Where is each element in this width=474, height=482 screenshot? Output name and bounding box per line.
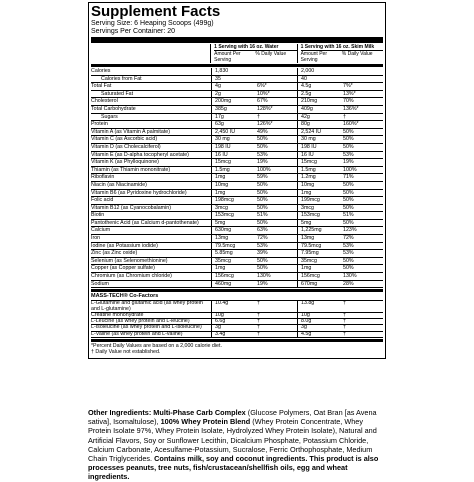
water-daily-value: †: [257, 331, 260, 337]
nutrient-name: Riboflavin: [91, 174, 115, 181]
milk-daily-value: 50%: [343, 128, 354, 135]
milk-amount: 16 IU: [297, 152, 340, 159]
milk-daily-value: 53%: [343, 250, 354, 257]
milk-daily-value: †: [343, 301, 346, 307]
milk-daily-value: 19%: [343, 159, 354, 166]
water-daily-value: †: [257, 319, 260, 325]
milk-amount: 7.95mg: [297, 250, 340, 257]
milk-daily-value: 50%: [343, 181, 354, 188]
water-daily-value: [254, 76, 297, 83]
nutrient-name: Copper (as Copper sulfate): [91, 265, 155, 272]
water-daily-value: 50%: [257, 181, 268, 188]
milk-daily-value: 50%: [343, 257, 354, 264]
nutrient-name: Niacin (as Niacinamide): [91, 181, 147, 188]
nutrient-name: Total Carbohydrate: [91, 105, 136, 112]
milk-daily-value: 50%: [343, 143, 354, 150]
table-row: [91, 76, 383, 84]
water-daily-value: 63%: [257, 227, 268, 234]
nutrient-name: Folic acid: [91, 197, 114, 204]
masstech-table: [91, 301, 383, 338]
water-amount: 2g: [211, 91, 254, 98]
milk-amount: 4.5g: [297, 332, 340, 337]
water-daily-value: 50%: [257, 197, 268, 204]
nutrient-name: Vitamin A (as Vitamin A palmitate): [91, 128, 171, 135]
water-daily-value: 6%*: [257, 83, 267, 90]
table-row: [91, 83, 383, 91]
water-daily-value: 19%: [257, 280, 268, 287]
water-daily-value: 130%: [257, 273, 271, 280]
nutrient-table: [91, 68, 383, 288]
table-row: [91, 265, 383, 273]
table-row: [91, 167, 383, 175]
water-daily-value: 53%: [257, 242, 268, 249]
water-amount: 1.5mg: [211, 167, 254, 174]
thick-divider: [91, 37, 383, 43]
water-daily-value: 50%: [257, 189, 268, 196]
milk-daily-value: 136%*: [343, 105, 359, 112]
ingredients-blend2-text: (Whey Protein Concentrate, Whey Protein Isolate 97%, Whey Protein Isolate, Hydrolyzed Whey Protein Isolate), Natural and Artificial Flavors, Soy or Sunflower Lecithin, Dicalcium Phosphate, Potassium Chloride, Calcium Carbonate, Acesulfame-Potassium, Sucralose, Ferric Orthophosphate, Medium Chain Triglycerides.: [88, 417, 377, 464]
milk-daily-value: 50%: [343, 265, 354, 272]
table-row: [91, 129, 383, 137]
water-amount: 13mg: [211, 235, 254, 242]
milk-daily-value: 50%: [343, 219, 354, 226]
water-amount: 6.6g: [211, 319, 254, 324]
milk-daily-value: 50%: [343, 197, 354, 204]
water-amount: 1mg: [211, 265, 254, 272]
table-row: [91, 281, 383, 289]
water-daily-value: 19%: [257, 159, 268, 166]
water-amount: 35mcg: [211, 258, 254, 265]
water-daily-value: 10%*: [257, 90, 270, 97]
water-daily-value: †: [257, 325, 260, 331]
milk-amount: 409g: [297, 106, 340, 113]
serving-size: Serving Size: 6 Heaping Scoops (499g): [91, 20, 214, 27]
water-daily-value: 51%: [257, 212, 268, 219]
table-row: [91, 332, 383, 338]
water-amount: 153mcg: [211, 212, 254, 219]
milk-amount: 199mcg: [297, 197, 340, 204]
milk-daily-value: 72%: [343, 235, 354, 242]
table-row: [91, 250, 383, 258]
milk-amount: 2,524 IU: [297, 129, 340, 136]
milk-amount: 5mg: [297, 220, 340, 227]
nutrient-name: Zinc (as Zinc oxide): [91, 250, 138, 257]
milk-amount: 1.2mg: [297, 174, 340, 181]
water-daily-value: 53%: [257, 151, 268, 158]
milk-amount: 1mg: [297, 265, 340, 272]
milk-amount: 80g: [297, 121, 340, 128]
milk-amount: 210mg: [297, 98, 340, 105]
water-column-header: [210, 44, 296, 63]
table-row: [91, 197, 383, 205]
milk-daily-value: †: [343, 312, 346, 318]
ingredients-blend1-text: (Glucose Polymers, Oat Bran [as Avena sativa], Isomaltulose),: [88, 408, 377, 427]
water-amount: 4g: [211, 83, 254, 90]
water-amount: 3.4g: [211, 332, 254, 337]
milk-daily-value: 71%: [343, 174, 354, 181]
milk-amount: 42g: [297, 114, 340, 121]
milk-daily-value: 50%: [343, 136, 354, 143]
milk-amount: 40: [297, 76, 340, 83]
water-amount: 198mcg: [211, 197, 254, 204]
nutrient-name: Sodium: [91, 280, 109, 287]
milk-amount: 153mcg: [297, 212, 340, 219]
milk-daily-value: 50%: [343, 189, 354, 196]
water-daily-value: 50%: [257, 257, 268, 264]
nutrient-name: Sugars: [101, 113, 118, 120]
water-amount: 17g: [211, 114, 254, 121]
milk-daily-value: 7%*: [343, 83, 353, 90]
water-daily-value: 128%*: [257, 105, 273, 112]
water-amount: 10mg: [211, 182, 254, 189]
milk-amount: 8.0g: [297, 319, 340, 324]
medium-divider: [91, 289, 383, 292]
water-amount: 1,830: [211, 68, 254, 75]
water-amount: 630mg: [211, 227, 254, 234]
table-row: [91, 114, 383, 122]
nutrient-name: Protein: [91, 121, 108, 128]
milk-daily-value: 53%: [343, 151, 354, 158]
water-daily-value: 67%: [257, 98, 268, 105]
water-amount: 2,450 IU: [211, 129, 254, 136]
table-row: [91, 144, 383, 152]
water-amount: 63g: [211, 121, 254, 128]
water-amount: 198 IU: [211, 144, 254, 151]
table-row: [91, 243, 383, 251]
water-amount: 79.5mcg: [211, 243, 254, 250]
milk-amount: 10mg: [297, 182, 340, 189]
milk-amount: 13.8g: [297, 301, 340, 312]
milk-daily-value: 123%: [343, 227, 357, 234]
milk-amount: 30 mg: [297, 136, 340, 143]
nutrient-name: Chromium (as Chromium chloride): [91, 273, 172, 280]
table-row: [91, 220, 383, 228]
medium-divider: [91, 64, 383, 67]
milk-amount: 79.5mcg: [297, 243, 340, 250]
table-row: [91, 273, 383, 281]
milk-daily-value: 70%: [343, 98, 354, 105]
water-amount: 3mcg: [211, 205, 254, 212]
milk-amount: 35mcg: [297, 258, 340, 265]
milk-amount: 2.5g: [297, 91, 340, 98]
nutrient-name: Saturated Fat: [101, 90, 134, 97]
nutrient-name: Calories from Fat: [101, 75, 142, 82]
water-amount: 15mcg: [211, 159, 254, 166]
table-row: [91, 98, 383, 106]
water-daily-value: 50%: [257, 219, 268, 226]
milk-daily-value: [340, 76, 383, 83]
water-daily-value: 72%: [257, 235, 268, 242]
milk-amount: 3mcg: [297, 205, 340, 212]
milk-amount: 1.5mg: [297, 167, 340, 174]
nutrient-name: Selenium (as Selenomethionine): [91, 257, 168, 264]
milk-amount: 1mg: [297, 190, 340, 197]
table-row: [91, 136, 383, 144]
milk-amount: 156mcg: [297, 273, 340, 280]
water-daily-value: †: [257, 113, 260, 120]
ingredients-blend1-name: Multi-Phase Carb Complex: [153, 408, 246, 417]
milk-amount: 670mg: [297, 281, 340, 288]
water-daily-value: 49%: [257, 128, 268, 135]
table-row: [91, 91, 383, 99]
nutrient-name: Vitamin D (as Cholecalciferol): [91, 143, 161, 150]
water-daily-value: 50%: [257, 204, 268, 211]
milk-daily-value: 50%: [343, 204, 354, 211]
milk-amount: 2,000: [297, 68, 340, 75]
water-amount: 35: [211, 76, 254, 83]
footnote-percent: *Percent Daily Values are based on a 2,000 calorie diet.: [91, 343, 222, 349]
medium-divider: [91, 339, 383, 342]
table-row: [91, 174, 383, 182]
milk-daily-value: 53%: [343, 242, 354, 249]
table-row: [91, 68, 383, 76]
nutrient-name: Calories: [91, 68, 111, 74]
column-header: [91, 44, 383, 63]
nutrient-name: Vitamin B12 (as Cyanocobalamin): [91, 204, 171, 211]
milk-daily-value: 51%: [343, 212, 354, 219]
milk-daily-value: [340, 68, 383, 75]
water-daily-value: 50%: [257, 265, 268, 272]
water-amount: 10.4g: [211, 301, 254, 312]
other-ingredients: [88, 408, 388, 482]
nutrient-name: Vitamin K (as Phylloquinone): [91, 159, 159, 166]
water-daily-value: 100%: [257, 166, 271, 173]
milk-daily-value: 100%: [343, 166, 357, 173]
milk-amount: 198 IU: [297, 144, 340, 151]
water-daily-value: 50%: [257, 143, 268, 150]
ingredients-blend2-name: 100% Whey Protein Blend: [160, 417, 251, 427]
nutrient-name: Cholesterol: [91, 98, 118, 105]
footnote-dagger: † Daily Value not established.: [91, 349, 161, 356]
nutrient-name: L-Glutamine and glutamic acid (as whey protein and L-glutamine): [91, 301, 203, 312]
water-amount: 460mg: [211, 281, 254, 288]
table-row: [91, 182, 383, 190]
water-amount: 5mg: [211, 220, 254, 227]
table-row: [91, 258, 383, 266]
water-amount-label: Amount Per Serving: [214, 51, 241, 63]
nutrient-name: Vitamin E (as D-alpha tocopheryl acetate): [91, 151, 189, 158]
allergen-statement: Contains milk, soy and coconut ingredients. This product is also processes peanuts, tree nuts, fish/crustacean/shellfish oils, egg and wheat ingredients.: [88, 454, 379, 482]
nutrient-name: Vitamin C (as Ascorbic acid): [91, 136, 158, 143]
water-daily-value: [254, 68, 297, 75]
water-daily-value: 39%: [257, 250, 268, 257]
milk-daily-value: †: [343, 319, 346, 325]
table-row: [91, 159, 383, 167]
table-row: [91, 301, 383, 313]
water-column-title: 1 Serving with 16 oz. Water: [214, 44, 296, 51]
water-dv-label: % Daily Value: [255, 51, 287, 57]
water-amount: 3g: [211, 325, 254, 330]
panel-title: Supplement Facts: [91, 3, 221, 20]
water-amount: 1mg: [211, 190, 254, 197]
nutrient-name: Creatine monohydrate: [91, 312, 144, 318]
milk-amount: 13mg: [297, 235, 340, 242]
milk-daily-value: 13%*: [343, 90, 356, 97]
nutrient-name: Pantothenic Acid (as Calcium d-pantothenate): [91, 219, 199, 226]
water-amount: 200mg: [211, 98, 254, 105]
table-row: [91, 205, 383, 213]
water-amount: 385g: [211, 106, 254, 113]
milk-column-header: [297, 44, 383, 63]
table-row: [91, 190, 383, 198]
water-amount: 16 IU: [211, 152, 254, 159]
milk-daily-value: 130%: [343, 273, 357, 280]
nutrient-name: Calcium: [91, 227, 111, 234]
milk-daily-value: †: [343, 113, 346, 120]
servings-per-container: Servings Per Container: 20: [91, 28, 176, 35]
water-daily-value: 59%: [257, 174, 268, 181]
nutrient-name: L-Leucine (as whey protein and L-leucine): [91, 319, 190, 325]
table-row: [91, 212, 383, 220]
water-amount: 10g: [211, 313, 254, 318]
table-row: [91, 235, 383, 243]
milk-amount: 10g: [297, 313, 340, 318]
nutrient-name: L-Valine (as whey protein and L-valine): [91, 331, 183, 337]
table-row: [91, 227, 383, 235]
milk-amount: 4.5g: [297, 83, 340, 90]
nutrient-name: Total Fat: [91, 83, 112, 90]
water-daily-value: 126%*: [257, 121, 273, 128]
milk-amount-label: Amount Per Serving: [300, 51, 327, 63]
water-daily-value: †: [257, 301, 260, 307]
nutrient-name: Iron: [91, 235, 101, 242]
milk-amount: 15mcg: [297, 159, 340, 166]
milk-daily-value: †: [343, 331, 346, 337]
milk-amount: 3g: [297, 325, 340, 330]
nutrient-name: Biotin: [91, 212, 105, 219]
ingredients-label: Other Ingredients:: [88, 408, 152, 417]
water-amount: 5.85mg: [211, 250, 254, 257]
water-amount: 1mg: [211, 174, 254, 181]
water-daily-value: 50%: [257, 136, 268, 143]
table-row: [91, 152, 383, 160]
water-amount: 156mcg: [211, 273, 254, 280]
supplement-facts-panel: [88, 2, 386, 359]
milk-daily-value: †: [343, 325, 346, 331]
nutrient-name: L-Isoleucine (as whey protein and L-isoleucine): [91, 325, 202, 331]
milk-daily-value: 28%: [343, 280, 354, 287]
milk-dv-label: % Daily Value: [341, 51, 373, 57]
table-row: [91, 106, 383, 114]
nutrient-name: Thiamin (as Thiamin mononitrate): [91, 166, 171, 173]
water-amount: 30 mg: [211, 136, 254, 143]
header-spacer: [91, 44, 210, 63]
masstech-header: MASS-TECH® Co-Factors: [91, 293, 383, 301]
milk-amount: 1,225mg: [297, 227, 340, 234]
milk-column-title: 1 Serving with 16 oz. Skim Milk: [301, 44, 383, 51]
nutrient-name: Vitamin B6 (as Pyridoxine hydrochloride): [91, 189, 187, 196]
milk-daily-value: 160%*: [343, 121, 359, 128]
water-daily-value: †: [257, 312, 260, 318]
nutrient-name: Iodine (as Potassium iodide): [91, 242, 158, 249]
table-row: [91, 121, 383, 129]
